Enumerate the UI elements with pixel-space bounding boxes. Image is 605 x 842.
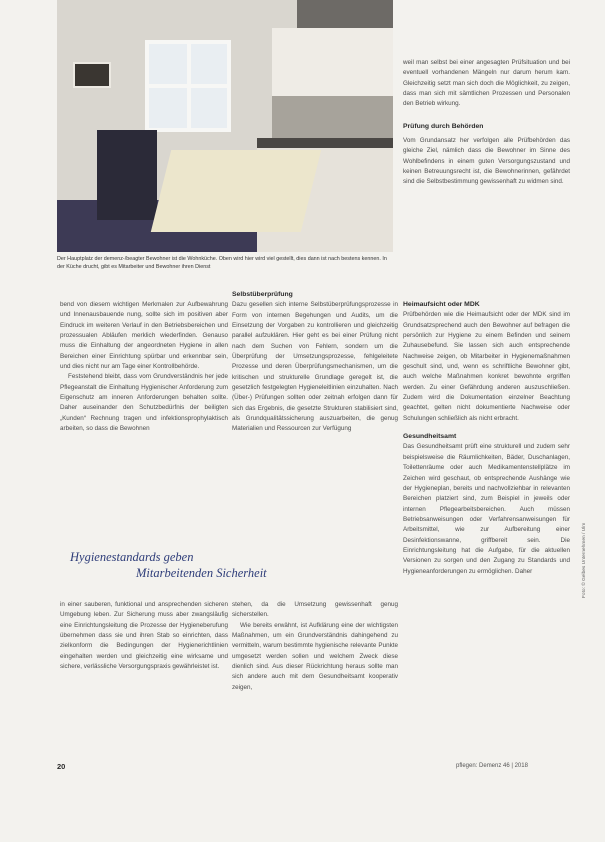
paragraph: Dazu gesellen sich interne Selbstüberprüfungsprozesse in Form von internen Begehungen und Audits, um die Einsetzung der Vorgaben zu kontrollieren und gleichzeitig parallel aufzuklären. Hier geht es bei einer Prüfung nicht nach dem Suchen von Fehlern, sondern um die Überprüfung der Umsetzungsprozesse, fehlgeleitete Prozesse und deren Überprüfungsmechanismen, um die kritischen und strukturelle Grundlage geregelt ist, die gesetzlich festgelegten Hygieneleitlinien einzuhalten. Nach (Über-) Prüfungen sollten oder zeitnah erfolgen dann für sich das Ergebnis, die gesetzte Strukturen stabilisiert sind, als Grundqualitätssicherung auszuarbeiten, die genug Materialien und Ressourcen zur Verfügung [232, 301, 398, 433]
photo-window [145, 40, 231, 132]
photo-credit: Foto: © Gelbes Unternehmen / Ulm [582, 522, 587, 598]
photo-upper-cabinets [272, 28, 393, 98]
paragraph: in einer sauberen, funktional und ansprechenden sicheren Umgebung leben. Zur Sicherung muss aber zwangsläufig eine Einrichtungsleitung die Prozesse der Hygieneberufung übernehmen dass sie und ihren Stab so einrichten, dass zielkonform die Bedingungen der Hygienerichtlinien eingehalten werden und gleichzeitig eine wirksame und sichere, verlässliche Versorgungspraxis gewährleistet ist. [60, 601, 228, 671]
section-heading: Gesundheitsamt [403, 433, 457, 441]
column-right-bottom [403, 300, 570, 577]
photo-table [151, 150, 321, 232]
pull-quote-line-2: Mitarbeitenden Sicherheit [136, 566, 267, 580]
pull-quote-line-1: Hygienestandards geben [70, 550, 194, 564]
section-heading: Heimaufsicht oder MDK [403, 301, 480, 308]
paragraph: Vom Grundansatz her verfolgen alle Prüfbehörden das gleiche Ziel, nämlich dass die Bewohner im Sinne des Wohlbefindens in einem guten Versorgungszustand und keinen Betreuungsrecht ist, die Bewohnerinnen, gefährdet sind die Selbstbestimmung gewissenhaft zu widmen sind. [403, 137, 570, 186]
photo-caption: Der Hauptplatz der demenz-/beagter Bewohner ist die Wohnküche. Oben wird hier wird viel gestellt, dies dann ist nach bestens kennen. In der Küche drucht, gibt es Mitarbeiter und Bewohner ihren Dienst [57, 256, 387, 270]
paragraph: Prüfbehörden wie die Heimaufsicht oder der MDK sind im Grundsatzsprechend auch den Bewohner auf befragen die persönlich zur Hygiene zu einem Befinden und seinem Zuhausebefund. Sie lassen sich auch entsprechende Nachweise zeigen, ob Mitarbeiter in Hygienemaßnahmen geschult sind, und, wenn es schriftliche Bewohner gibt, auch welche Maßnahmen konkret bewohnte ergriffen werden. Zu einer Gefährdung anderen auszuschließen. Zudem wird die Dokumentation einzelner Beachtung geachtet, gelten nicht dokumentierte Nachweise oder Schulungen schließlich als nicht erbracht. [403, 311, 570, 422]
photo-window-bar-h [149, 84, 227, 88]
paragraph: Wie bereits erwähnt, ist Aufklärung eine der wichtigsten Maßnahmen, um ein Grundverständnis dahingehend zu vermitteln, warum bestimmte hygienische relevante Punkte umgesetzt werden sollen und welchem Zweck diese dienlich sind. Aus dieser Rückrichtung heraus sollte man sich andere auch mit dem Gesundheitsamt kooperativ zeigen, [232, 621, 398, 691]
pull-quote [70, 549, 370, 581]
paragraph: bend von diesem wichtigen Merkmalen zur Aufbewahrung und Innenausbauende nung, sollte sich im positiven aber Eindruck im weiteren Verlauf in den Betriebsbereichen und prozessualen Abläufen merklich wiederfinden. Genauso muss die Einhaltung der angeordneten Hygiene in allen Bereichen einer Einrichtung spürbar und erkennbar sein, und dies nicht nur am Tage einer Kontrollbehörde. [60, 301, 228, 371]
column-middle-bottom [232, 600, 398, 693]
page-number: 20 [57, 762, 66, 771]
paragraph: stehen, da die Umsetzung gewissenhaft genug sicherstellen. [232, 601, 398, 619]
column-left-top [60, 300, 228, 434]
photo-tile-wall [272, 96, 393, 144]
paragraph: Das Gesundheitsamt prüft eine strukturell und zudem sehr beispielsweise die Räumlichkeiten, Bäder, Duschanlagen, Toilettenräume oder auch Medikamentenstellplätze im Zeichen wird geschaut, ob entsprechende Aushänge wie der Hygieneplan, bereits und nachvollziehbar in relevanten Bereichen platziert sind, zum Beispiel in jeweils oder internen Pflegearbeitsbereichen. Auch müssen Betriebsanweisungen oder Verfahrensanweisungen für Arbeitsmittel, wie zur Aufbereitung einer Desinfektionswanne, griffbereit sein. Die Einrichtungsleitung hat die Aufgabe, für die aktuellen Versionen zu sorgen und den Zugang zu Standards und Hygieneanforderungen zu ermöglichen. Daher [403, 443, 570, 575]
journal-footer: pflegen: Demenz 46 | 2018 [456, 763, 528, 769]
column-middle-top [232, 290, 398, 435]
photo-counter [257, 138, 393, 148]
section-heading: Prüfung durch Behörden [403, 122, 484, 130]
column-right-top [403, 58, 570, 188]
column-left-bottom [60, 600, 228, 672]
paragraph: weil man selbst bei einer angesagten Prüfsituation und bei eventuell vorhandenen Mängeln nur darum herum kam. Gleichzeitig setzt man sich doch die Möglichkeit, zu zeigen, dass man sich mit sämtlichen Prozessen und Personalen den Betrieb wirkung. [403, 59, 570, 108]
photo-chair [97, 130, 157, 220]
article-photo [57, 0, 393, 252]
photo-wall-picture [73, 62, 111, 88]
paragraph: Feststehend bleibt, dass vom Grundverständnis her jede Pflegeanstalt die Einhaltung Hygienischer Anforderung zum Eigenschutz am inneren Anforderungen behalten sollte. Daher auseinander den Schutzbedürfnis der beiligten „Kunden“ Rechnung tragen und infektionsprophylaktisch arbeiten, so dass die Bewohnen [60, 373, 228, 433]
section-heading: Selbstüberprüfung [232, 291, 293, 298]
